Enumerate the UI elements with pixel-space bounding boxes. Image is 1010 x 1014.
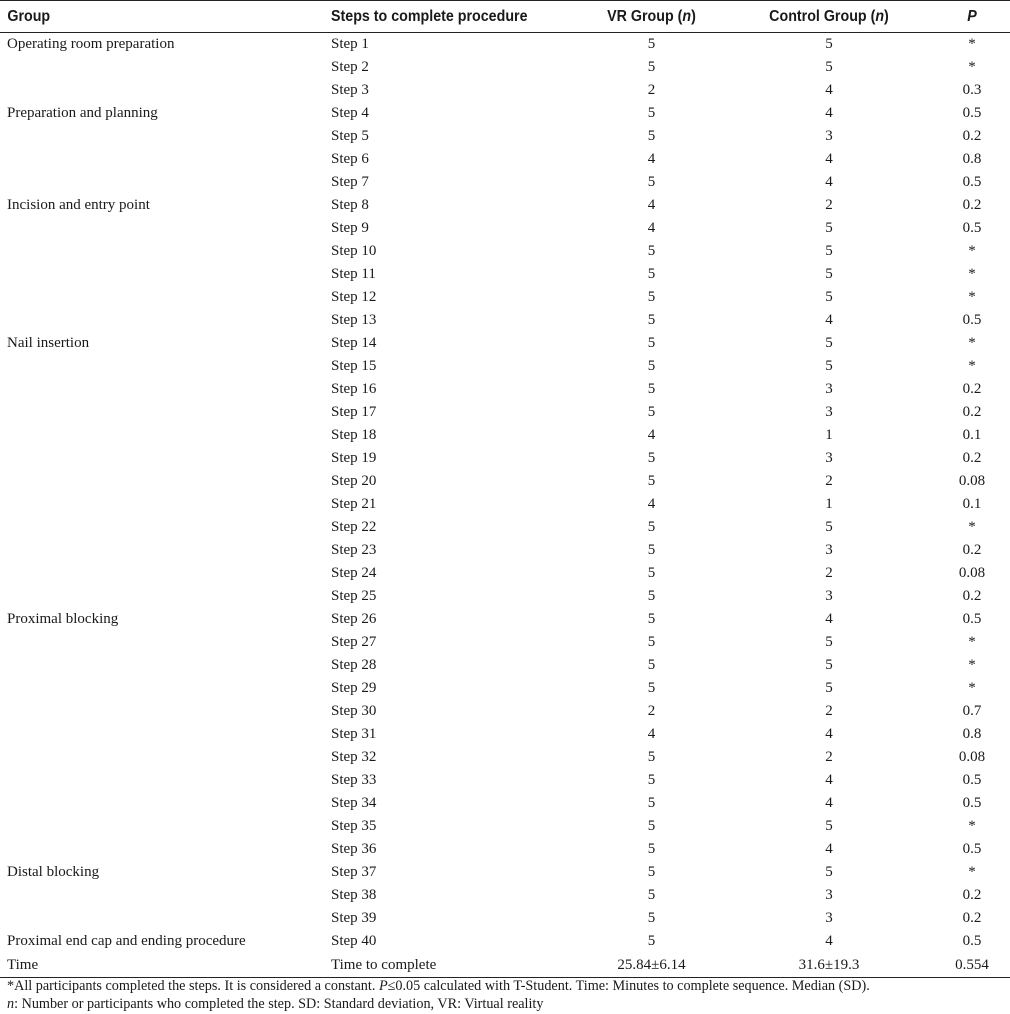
cell-group xyxy=(0,171,331,194)
cell-p-value: 0.1 xyxy=(962,496,982,512)
table-row xyxy=(0,125,1010,148)
footnote-line-1-b: ≤0.05 calculated with T-Student. Time: Minutes to complete sequence. Median (SD). xyxy=(387,978,870,994)
cell-vr-count: 5 xyxy=(647,933,656,949)
table-row xyxy=(0,332,1010,355)
cell-control-count: 3 xyxy=(825,588,833,604)
cell-control-count: 3 xyxy=(825,887,833,903)
footnote-line-2-b: : Number or participants who completed the step. SD: Standard deviation, VR: Virtual reality xyxy=(14,996,544,1012)
cell-p-value: 0.2 xyxy=(962,404,982,420)
cell-vr-count: 5 xyxy=(647,128,656,144)
table-row xyxy=(0,401,1010,424)
cell-vr-count: 5 xyxy=(647,174,656,190)
cell-control-count: 4 xyxy=(825,933,833,949)
cell-group xyxy=(0,838,331,861)
table-row xyxy=(0,286,1010,309)
cell-control-count: 5 xyxy=(825,680,833,696)
cell-vr-count: 5 xyxy=(647,105,656,121)
cell-p-value: 0.5 xyxy=(962,611,982,627)
cell-p-value: 0.2 xyxy=(962,910,982,926)
cell-group xyxy=(0,286,331,309)
cell-p-value: 0.2 xyxy=(962,450,982,466)
cell-p-value: 0.5 xyxy=(962,772,982,788)
cell-vr-count: 5 xyxy=(647,36,656,52)
cell-control-count: 3 xyxy=(825,404,833,420)
cell-vr-count: 5 xyxy=(647,243,656,259)
cell-control-count: 5 xyxy=(825,634,833,650)
cell-group xyxy=(0,539,331,562)
cell-vr-count: 5 xyxy=(647,657,656,673)
cell-group: Proximal end cap and ending procedure xyxy=(7,933,246,949)
cell-step: Step 30 xyxy=(331,703,377,719)
cell-p-value: * xyxy=(968,335,976,351)
cell-step: Step 40 xyxy=(331,933,377,949)
table-row xyxy=(0,493,1010,516)
cell-control-count: 4 xyxy=(825,772,833,788)
header-group: Group xyxy=(0,1,305,33)
cell-group xyxy=(0,815,331,838)
cell-vr-count: 4 xyxy=(647,220,656,236)
cell-control-count: 4 xyxy=(825,82,833,98)
cell-vr-count: 5 xyxy=(647,772,656,788)
table-row xyxy=(0,838,1010,861)
cell-p-value: 0.5 xyxy=(962,795,982,811)
cell-p-value: * xyxy=(968,657,976,673)
cell-step: Step 24 xyxy=(331,565,377,581)
cell-p-value: * xyxy=(968,864,976,880)
cell-step: Step 21 xyxy=(331,496,377,512)
cell-group: Preparation and planning xyxy=(7,105,158,121)
cell-control-count: 2 xyxy=(825,703,833,719)
cell-control-count: 2 xyxy=(825,197,833,213)
cell-vr-count: 5 xyxy=(647,519,656,535)
table-footnote xyxy=(7,977,1005,1013)
table-body xyxy=(0,33,1010,978)
cell-step: Step 19 xyxy=(331,450,377,466)
cell-step: Step 2 xyxy=(331,59,369,75)
table-row xyxy=(0,355,1010,378)
cell-control-count: 4 xyxy=(825,105,833,121)
cell-vr-count: 5 xyxy=(647,588,656,604)
table-row xyxy=(0,953,1010,978)
header-vr-n: n xyxy=(682,7,692,25)
cell-control-count: 5 xyxy=(825,657,833,673)
cell-control-count: 3 xyxy=(825,381,833,397)
cell-vr-count: 5 xyxy=(647,887,656,903)
cell-group xyxy=(0,125,331,148)
table-row xyxy=(0,723,1010,746)
cell-step: Step 36 xyxy=(331,841,377,857)
cell-vr-count: 5 xyxy=(647,358,656,374)
cell-step: Step 33 xyxy=(331,772,377,788)
header-p-label: P xyxy=(967,7,977,25)
cell-control-count: 4 xyxy=(825,795,833,811)
cell-step: Step 34 xyxy=(331,795,377,811)
cell-control-count: 31.6±19.3 xyxy=(724,953,934,978)
table-row xyxy=(0,309,1010,332)
table-row xyxy=(0,631,1010,654)
cell-group xyxy=(0,355,331,378)
cell-p-value: 0.08 xyxy=(958,565,986,581)
cell-group xyxy=(0,884,331,907)
cell-step: Step 37 xyxy=(331,864,377,880)
cell-control-count: 4 xyxy=(825,174,833,190)
cell-vr-count: 4 xyxy=(647,427,656,443)
cell-control-count: 5 xyxy=(825,289,833,305)
cell-group xyxy=(0,493,331,516)
cell-p-value: 0.5 xyxy=(962,312,982,328)
cell-group xyxy=(0,263,331,286)
cell-control-count: 5 xyxy=(825,519,833,535)
table-row xyxy=(0,677,1010,700)
cell-p-value: 0.2 xyxy=(962,381,982,397)
cell-group xyxy=(0,723,331,746)
cell-group: Distal blocking xyxy=(7,864,100,880)
cell-p-value: 0.8 xyxy=(962,726,982,742)
cell-control-count: 5 xyxy=(825,59,833,75)
cell-p-value: * xyxy=(968,266,976,282)
header-steps: Steps to complete procedure xyxy=(331,1,559,33)
header-p-value xyxy=(937,1,1007,33)
cell-vr-count: 5 xyxy=(647,795,656,811)
cell-step: Step 39 xyxy=(331,910,377,926)
header-row xyxy=(0,1,1010,33)
cell-vr-count: 5 xyxy=(647,634,656,650)
table-row xyxy=(0,102,1010,125)
cell-vr-count: 5 xyxy=(647,335,656,351)
cell-vr-count: 5 xyxy=(647,864,656,880)
header-vr-close: ) xyxy=(691,7,696,25)
cell-control-count: 1 xyxy=(825,427,833,443)
cell-step: Step 35 xyxy=(331,818,377,834)
cell-control-count: 5 xyxy=(825,358,833,374)
header-control-prefix: Control Group ( xyxy=(769,7,876,25)
table-row xyxy=(0,608,1010,631)
footnote-line-1-a: *All participants completed the steps. It is considered a constant. xyxy=(7,978,379,994)
cell-vr-count: 5 xyxy=(647,749,656,765)
cell-control-count: 3 xyxy=(825,542,833,558)
cell-step: Step 11 xyxy=(331,266,376,282)
cell-step: Step 23 xyxy=(331,542,377,558)
cell-p-value: * xyxy=(968,243,976,259)
cell-control-count: 5 xyxy=(825,335,833,351)
cell-vr-count: 5 xyxy=(647,289,656,305)
cell-group xyxy=(0,470,331,493)
cell-vr-count: 4 xyxy=(647,726,656,742)
cell-vr-count: 5 xyxy=(647,910,656,926)
cell-p-value: 0.5 xyxy=(962,220,982,236)
cell-step: Step 3 xyxy=(331,82,369,98)
cell-control-count: 5 xyxy=(825,818,833,834)
cell-group xyxy=(0,562,331,585)
cell-group xyxy=(0,79,331,102)
footnote-line-1 xyxy=(7,977,1005,995)
table-row xyxy=(0,194,1010,217)
table-row xyxy=(0,171,1010,194)
cell-vr-count: 5 xyxy=(647,404,656,420)
cell-group xyxy=(0,401,331,424)
cell-vr-count: 4 xyxy=(647,496,656,512)
header-control-group xyxy=(732,1,925,33)
cell-group xyxy=(0,447,331,470)
cell-control-count: 2 xyxy=(825,565,833,581)
cell-control-count: 2 xyxy=(825,473,833,489)
footnote-line-2 xyxy=(7,995,1005,1013)
table-row xyxy=(0,33,1010,57)
table-row xyxy=(0,861,1010,884)
header-vr-prefix: VR Group ( xyxy=(607,7,683,25)
table-row xyxy=(0,378,1010,401)
cell-step: Step 14 xyxy=(331,335,377,351)
cell-vr-count: 5 xyxy=(647,473,656,489)
cell-vr-count: 5 xyxy=(647,312,656,328)
table-row xyxy=(0,447,1010,470)
cell-step: Step 8 xyxy=(331,197,369,213)
cell-group xyxy=(0,424,331,447)
cell-control-count: 5 xyxy=(825,220,833,236)
cell-vr-count: 5 xyxy=(647,565,656,581)
cell-group: Operating room preparation xyxy=(7,36,175,52)
footnote-p-symbol: P xyxy=(378,978,388,994)
cell-group xyxy=(0,769,331,792)
cell-vr-count: 5 xyxy=(647,542,656,558)
cell-step: Step 9 xyxy=(331,220,369,236)
cell-control-count: 4 xyxy=(825,611,833,627)
table-row xyxy=(0,240,1010,263)
cell-group xyxy=(0,240,331,263)
table-row xyxy=(0,539,1010,562)
cell-control-count: 4 xyxy=(825,841,833,857)
cell-p-value: 0.5 xyxy=(962,105,982,121)
cell-vr-count: 5 xyxy=(647,680,656,696)
cell-step: Step 12 xyxy=(331,289,377,305)
header-vr-group xyxy=(585,1,718,33)
cell-control-count: 5 xyxy=(825,266,833,282)
cell-p-value: 0.7 xyxy=(962,703,982,719)
cell-vr-count: 2 xyxy=(647,703,656,719)
cell-p-value: 0.5 xyxy=(962,174,982,190)
cell-group xyxy=(0,217,331,240)
cell-vr-count: 5 xyxy=(647,841,656,857)
table-row xyxy=(0,562,1010,585)
cell-step: Step 22 xyxy=(331,519,377,535)
cell-group: Incision and entry point xyxy=(7,197,150,213)
cell-group xyxy=(0,792,331,815)
cell-group xyxy=(0,631,331,654)
cell-vr-count: 5 xyxy=(647,450,656,466)
cell-vr-count: 5 xyxy=(647,818,656,834)
cell-group xyxy=(0,654,331,677)
cell-step: Step 26 xyxy=(331,611,377,627)
cell-p-value: * xyxy=(968,634,976,650)
table-row xyxy=(0,884,1010,907)
cell-step: Step 17 xyxy=(331,404,377,420)
table-header xyxy=(0,1,1010,33)
footnote-n-symbol: n xyxy=(7,996,15,1012)
cell-control-count: 4 xyxy=(825,151,833,167)
cell-group: Time xyxy=(0,953,331,978)
cell-p-value: 0.2 xyxy=(962,197,982,213)
cell-step: Step 15 xyxy=(331,358,377,374)
cell-p-value: 0.3 xyxy=(962,82,982,98)
cell-group xyxy=(0,309,331,332)
cell-vr-count: 5 xyxy=(647,59,656,75)
cell-step: Step 13 xyxy=(331,312,377,328)
cell-p-value: * xyxy=(968,59,976,75)
cell-group xyxy=(0,378,331,401)
cell-control-count: 4 xyxy=(825,726,833,742)
cell-step: Step 16 xyxy=(331,381,377,397)
cell-step: Step 4 xyxy=(331,105,369,121)
table-row xyxy=(0,815,1010,838)
table-row xyxy=(0,746,1010,769)
table-row xyxy=(0,907,1010,930)
table-row xyxy=(0,930,1010,953)
cell-control-count: 3 xyxy=(825,128,833,144)
cell-p-value: 0.2 xyxy=(962,588,982,604)
cell-control-count: 3 xyxy=(825,910,833,926)
cell-p-value: 0.554 xyxy=(934,953,1010,978)
header-control-close: ) xyxy=(884,7,889,25)
cell-group xyxy=(0,148,331,171)
cell-vr-count: 4 xyxy=(647,151,656,167)
cell-p-value: 0.1 xyxy=(962,427,982,443)
cell-p-value: * xyxy=(968,36,976,52)
table-row xyxy=(0,217,1010,240)
cell-p-value: 0.2 xyxy=(962,542,982,558)
cell-step: Step 6 xyxy=(331,151,369,167)
cell-control-count: 5 xyxy=(825,243,833,259)
header-control-n: n xyxy=(875,7,885,25)
cell-step: Step 31 xyxy=(331,726,377,742)
table-row xyxy=(0,769,1010,792)
cell-step: Step 32 xyxy=(331,749,377,765)
cell-control-count: 1 xyxy=(825,496,833,512)
cell-group xyxy=(0,746,331,769)
cell-step: Step 5 xyxy=(331,128,369,144)
cell-group: Proximal blocking xyxy=(7,611,119,627)
cell-step: Step 27 xyxy=(331,634,377,650)
cell-p-value: * xyxy=(968,358,976,374)
cell-control-count: 4 xyxy=(825,312,833,328)
cell-p-value: 0.2 xyxy=(962,887,982,903)
cell-p-value: 0.08 xyxy=(958,749,986,765)
table-row xyxy=(0,263,1010,286)
table-row xyxy=(0,470,1010,493)
cell-step: Step 7 xyxy=(331,174,369,190)
cell-step: Step 29 xyxy=(331,680,377,696)
cell-step: Step 20 xyxy=(331,473,377,489)
cell-step: Step 1 xyxy=(331,36,369,52)
table-row xyxy=(0,585,1010,608)
cell-vr-count: 2 xyxy=(647,82,656,98)
cell-step: Step 25 xyxy=(331,588,377,604)
cell-step: Step 28 xyxy=(331,657,377,673)
cell-group xyxy=(0,56,331,79)
cell-group xyxy=(0,585,331,608)
cell-group xyxy=(0,516,331,539)
table-row xyxy=(0,56,1010,79)
table-row xyxy=(0,148,1010,171)
cell-group: Nail insertion xyxy=(7,335,90,351)
cell-control-count: 5 xyxy=(825,864,833,880)
table-row xyxy=(0,654,1010,677)
table-row xyxy=(0,79,1010,102)
cell-step: Step 18 xyxy=(331,427,377,443)
cell-control-count: 3 xyxy=(825,450,833,466)
cell-p-value: 0.08 xyxy=(958,473,986,489)
cell-step: Step 10 xyxy=(331,243,377,259)
cell-group xyxy=(0,700,331,723)
cell-step: Step 38 xyxy=(331,887,377,903)
table-row xyxy=(0,424,1010,447)
cell-p-value: * xyxy=(968,818,976,834)
table-row xyxy=(0,700,1010,723)
cell-vr-count: 4 xyxy=(647,197,656,213)
cell-vr-count: 5 xyxy=(647,381,656,397)
cell-group xyxy=(0,907,331,930)
cell-group xyxy=(0,677,331,700)
cell-control-count: 5 xyxy=(825,36,833,52)
cell-vr-count: 5 xyxy=(647,266,656,282)
cell-step: Time to complete xyxy=(331,953,579,978)
cell-control-count: 2 xyxy=(825,749,833,765)
cell-vr-count: 25.84±6.14 xyxy=(579,953,724,978)
cell-p-value: 0.5 xyxy=(962,933,982,949)
cell-p-value: * xyxy=(968,519,976,535)
cell-p-value: 0.5 xyxy=(962,841,982,857)
cell-p-value: * xyxy=(968,680,976,696)
table-row xyxy=(0,792,1010,815)
cell-p-value: * xyxy=(968,289,976,305)
cell-p-value: 0.2 xyxy=(962,128,982,144)
cell-p-value: 0.8 xyxy=(962,151,982,167)
cell-vr-count: 5 xyxy=(647,611,656,627)
table-row xyxy=(0,516,1010,539)
